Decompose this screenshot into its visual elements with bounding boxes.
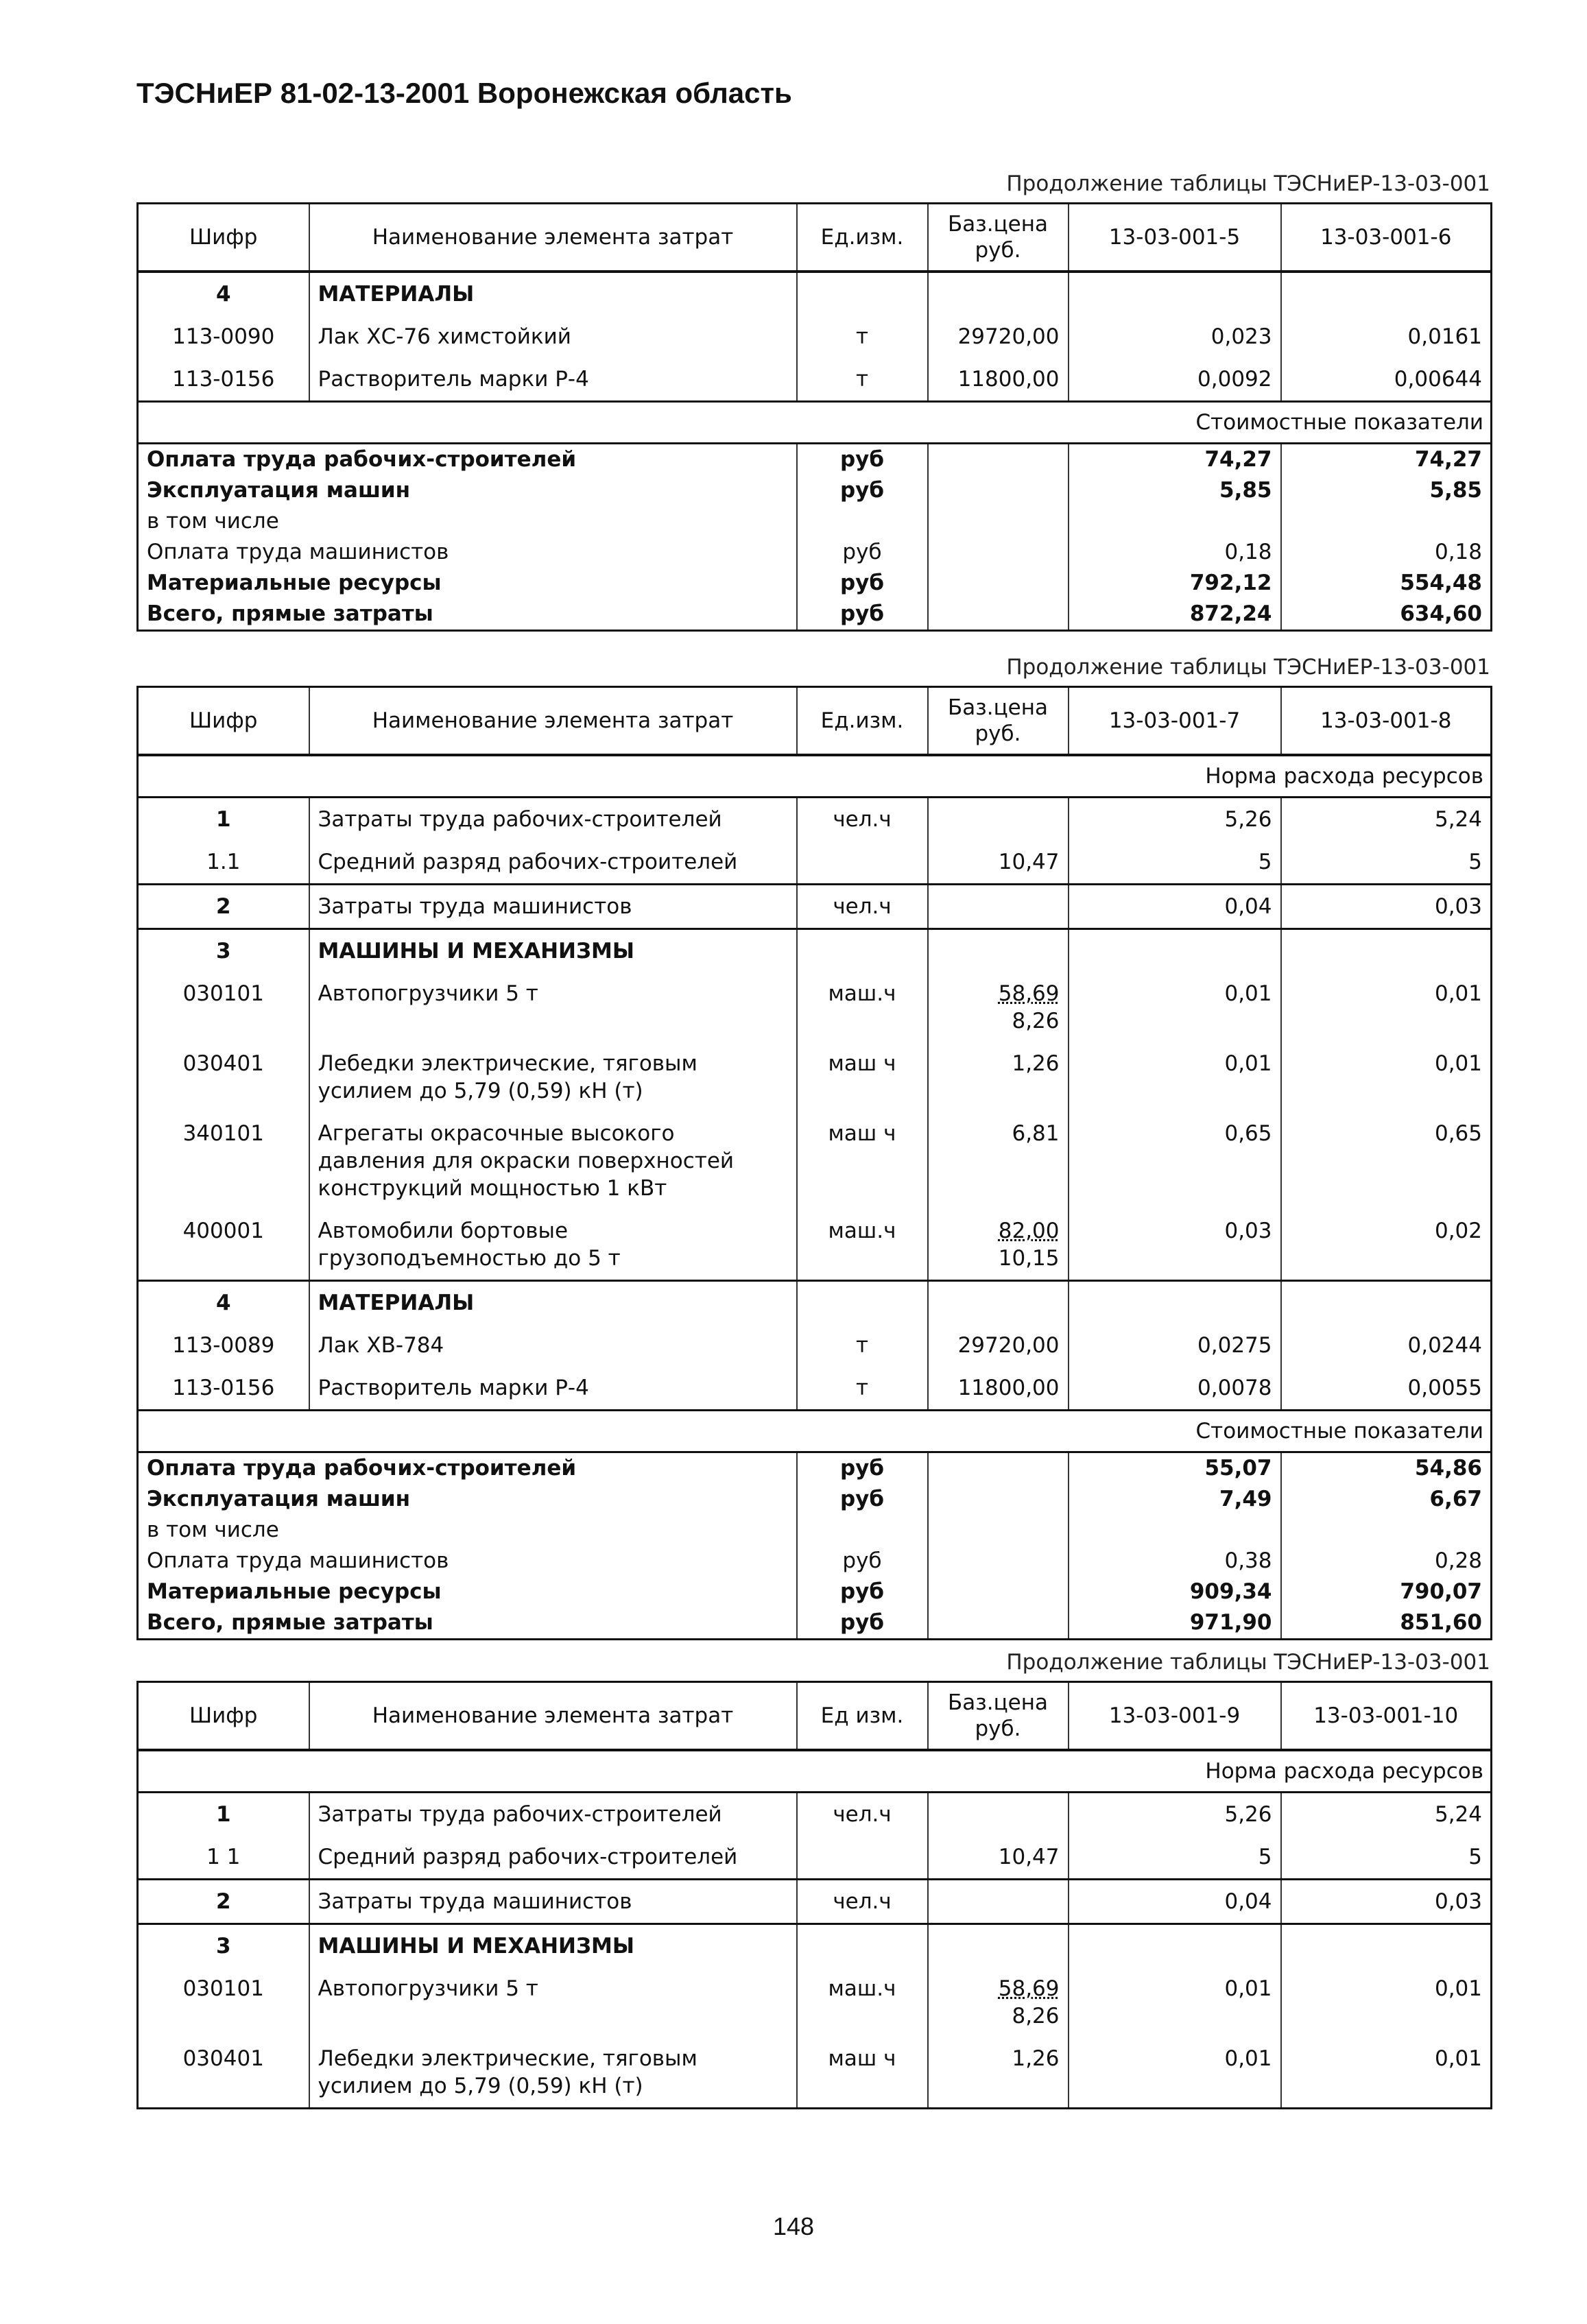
- column-header: Баз.цена руб.: [928, 687, 1069, 756]
- table-row: [138, 1367, 1492, 1411]
- value-cell: 0,0161: [1281, 315, 1492, 358]
- value-cell: [1069, 506, 1281, 537]
- cost-label: Оплата труда машинистов: [138, 1546, 797, 1577]
- unit-cell: маш.ч: [797, 1967, 928, 2037]
- price-cell: [928, 885, 1069, 929]
- value-cell: [1281, 1281, 1492, 1325]
- name-cell: Агрегаты окрасочные высокого давления для окраски поверхностей конструкций мощностью 1 кВт: [309, 1112, 797, 1210]
- unit-cell: руб: [797, 1452, 928, 1485]
- value-cell: 0,65: [1069, 1112, 1281, 1210]
- table-row: [138, 1836, 1492, 1880]
- unit-cell: руб: [797, 1546, 928, 1577]
- name-cell: Автопогрузчики 5 т: [309, 1967, 797, 2037]
- table-header-row: [138, 1682, 1492, 1751]
- name-cell: МАТЕРИАЛЫ: [309, 1281, 797, 1325]
- value-cell: 5,24: [1281, 1793, 1492, 1836]
- unit-cell: т: [797, 315, 928, 358]
- unit-cell: [797, 272, 928, 315]
- value-cell: 0,65: [1281, 1112, 1492, 1210]
- code-cell: 1.1: [138, 841, 309, 885]
- price-cell: [928, 1607, 1069, 1640]
- column-header: 13-03-001-8: [1281, 687, 1492, 756]
- value-cell: [1281, 1515, 1492, 1546]
- table-caption: Продолжение таблицы ТЭСНиЕР-13-03-001: [1006, 171, 1490, 196]
- unit-cell: чел.ч: [797, 885, 928, 929]
- cost-row: [138, 599, 1492, 631]
- name-cell: Средний разряд рабочих-строителей: [309, 841, 797, 885]
- name-cell: Затраты труда машинистов: [309, 885, 797, 929]
- unit-cell: [797, 1281, 928, 1325]
- name-cell: Затраты труда машинистов: [309, 1880, 797, 1924]
- code-cell: 1: [138, 1793, 309, 1836]
- price-cell: [928, 1967, 1069, 2037]
- unit-cell: руб: [797, 444, 928, 476]
- table-row: [138, 315, 1492, 358]
- section-row: [138, 1281, 1492, 1325]
- value-cell: 0,01: [1281, 2037, 1492, 2109]
- name-cell: Автопогрузчики 5 т: [309, 972, 797, 1042]
- code-cell: 1: [138, 798, 309, 841]
- price-cell: [928, 1484, 1069, 1515]
- code-cell: 340101: [138, 1112, 309, 1210]
- norms-table: [136, 202, 1492, 632]
- section-row: [138, 929, 1492, 973]
- value-cell: 5: [1281, 841, 1492, 885]
- name-cell: Лак ХВ-784: [309, 1324, 797, 1367]
- price-cell: [928, 1515, 1069, 1546]
- price-cell: 11800,00: [928, 1367, 1069, 1411]
- unit-cell: [797, 929, 928, 973]
- table-header-row: [138, 687, 1492, 756]
- unit-cell: руб: [797, 1484, 928, 1515]
- band-label: Стоимостные показатели: [138, 1411, 1492, 1452]
- value-cell: 0,00644: [1281, 358, 1492, 402]
- value-cell: 0,18: [1069, 537, 1281, 568]
- price-cell: 29720,00: [928, 315, 1069, 358]
- price-cell: [928, 444, 1069, 476]
- unit-cell: [797, 1836, 928, 1880]
- table-row: [138, 1210, 1492, 1281]
- value-cell: 0,01: [1281, 1967, 1492, 2037]
- value-cell: [1281, 1924, 1492, 1968]
- value-cell: 5: [1281, 1836, 1492, 1880]
- cost-label: в том числе: [138, 506, 797, 537]
- unit-cell: руб: [797, 537, 928, 568]
- table-row: [138, 1112, 1492, 1210]
- unit-cell: т: [797, 1367, 928, 1411]
- table-row: [138, 841, 1492, 885]
- value-cell: 634,60: [1281, 599, 1492, 631]
- column-header: Наименование элемента затрат: [309, 1682, 797, 1751]
- price-cell: 1,26: [928, 1042, 1069, 1112]
- value-cell: 5,26: [1069, 1793, 1281, 1836]
- unit-cell: маш ч: [797, 1112, 928, 1210]
- name-cell: МАТЕРИАЛЫ: [309, 272, 797, 315]
- unit-cell: [797, 1924, 928, 1968]
- price-value: 58,69: [998, 981, 1060, 1006]
- band-label: Норма расхода ресурсов: [138, 755, 1492, 798]
- value-cell: [1069, 1924, 1281, 1968]
- norms-table: [136, 686, 1492, 1640]
- code-cell: 030401: [138, 1042, 309, 1112]
- table-header-row: [138, 204, 1492, 272]
- code-cell: 4: [138, 272, 309, 315]
- cost-row: [138, 1515, 1492, 1546]
- value-cell: 872,24: [1069, 599, 1281, 631]
- value-cell: 0,04: [1069, 1880, 1281, 1924]
- name-cell: Затраты труда рабочих-строителей: [309, 798, 797, 841]
- value-cell: 0,38: [1069, 1546, 1281, 1577]
- value-cell: 971,90: [1069, 1607, 1281, 1640]
- unit-cell: т: [797, 358, 928, 402]
- price-cell: [928, 1452, 1069, 1485]
- value-cell: 0,023: [1069, 315, 1281, 358]
- value-cell: 74,27: [1281, 444, 1492, 476]
- code-cell: 030101: [138, 1967, 309, 2037]
- price-cell: [928, 272, 1069, 315]
- price-cell: [928, 798, 1069, 841]
- cost-row: [138, 568, 1492, 599]
- cost-row: [138, 1484, 1492, 1515]
- value-cell: 0,01: [1069, 2037, 1281, 2109]
- table-caption: Продолжение таблицы ТЭСНиЕР-13-03-001: [1006, 1650, 1490, 1675]
- price-value: 82,00: [998, 1219, 1060, 1243]
- table-row: [138, 798, 1492, 841]
- code-cell: 400001: [138, 1210, 309, 1281]
- price-cell: 1,26: [928, 2037, 1069, 2109]
- section-band-row: [138, 1750, 1492, 1793]
- price-cell: 10,47: [928, 1836, 1069, 1880]
- value-cell: 0,01: [1069, 1967, 1281, 2037]
- name-cell: Лак ХС-76 химстойкий: [309, 315, 797, 358]
- table-row: [138, 1793, 1492, 1836]
- unit-cell: маш ч: [797, 1042, 928, 1112]
- unit-cell: [797, 1515, 928, 1546]
- column-header: 13-03-001-6: [1281, 204, 1492, 272]
- value-cell: 792,12: [1069, 568, 1281, 599]
- value-cell: 0,04: [1069, 885, 1281, 929]
- code-cell: 113-0156: [138, 358, 309, 402]
- table-row: [138, 972, 1492, 1042]
- column-header: Шифр: [138, 687, 309, 756]
- name-cell: Лебедки электрические, тяговым усилием до 5,79 (0,59) кН (т): [309, 1042, 797, 1112]
- cost-row: [138, 1607, 1492, 1640]
- value-cell: 0,03: [1281, 885, 1492, 929]
- value-cell: 0,0078: [1069, 1367, 1281, 1411]
- name-cell: Автомобили бортовые грузоподъемностью до 5 т: [309, 1210, 797, 1281]
- section-row: [138, 272, 1492, 315]
- cost-row: [138, 475, 1492, 506]
- table-row: [138, 1880, 1492, 1924]
- price-cell: [928, 1793, 1069, 1836]
- value-cell: [1069, 929, 1281, 973]
- name-cell: Средний разряд рабочих-строителей: [309, 1836, 797, 1880]
- value-cell: [1069, 1515, 1281, 1546]
- value-cell: [1069, 1281, 1281, 1325]
- value-cell: 0,01: [1069, 1042, 1281, 1112]
- unit-cell: руб: [797, 599, 928, 631]
- table-row: [138, 2037, 1492, 2109]
- section-band-row: [138, 755, 1492, 798]
- unit-cell: [797, 506, 928, 537]
- cost-row: [138, 537, 1492, 568]
- value-cell: 0,03: [1069, 1210, 1281, 1281]
- column-header: Ед.изм.: [797, 687, 928, 756]
- table-caption: Продолжение таблицы ТЭСНиЕР-13-03-001: [1006, 655, 1490, 680]
- cost-row: [138, 1452, 1492, 1485]
- unit-cell: [797, 841, 928, 885]
- code-cell: 113-0090: [138, 315, 309, 358]
- table-row: [138, 358, 1492, 402]
- table-row: [138, 1042, 1492, 1112]
- value-cell: 6,67: [1281, 1484, 1492, 1515]
- value-cell: 5,85: [1069, 475, 1281, 506]
- value-cell: 0,0092: [1069, 358, 1281, 402]
- value-cell: 55,07: [1069, 1452, 1281, 1485]
- column-header: Шифр: [138, 1682, 309, 1751]
- cost-row: [138, 444, 1492, 476]
- value-cell: 851,60: [1281, 1607, 1492, 1640]
- column-header: Шифр: [138, 204, 309, 272]
- value-cell: 909,34: [1069, 1577, 1281, 1607]
- value-cell: 0,0275: [1069, 1324, 1281, 1367]
- name-cell: МАШИНЫ И МЕХАНИЗМЫ: [309, 929, 797, 973]
- column-header: Ед изм.: [797, 1682, 928, 1751]
- value-cell: 0,0244: [1281, 1324, 1492, 1367]
- cost-label: в том числе: [138, 1515, 797, 1546]
- code-cell: 4: [138, 1281, 309, 1325]
- code-cell: 1 1: [138, 1836, 309, 1880]
- value-cell: 0,01: [1069, 972, 1281, 1042]
- name-cell: Растворитель марки Р-4: [309, 1367, 797, 1411]
- code-cell: 3: [138, 1924, 309, 1968]
- unit-cell: руб: [797, 568, 928, 599]
- price-cell: [928, 506, 1069, 537]
- cost-label: Оплата труда рабочих-строителей: [138, 1452, 797, 1485]
- table-row: [138, 1967, 1492, 2037]
- unit-cell: маш ч: [797, 2037, 928, 2109]
- unit-cell: руб: [797, 1577, 928, 1607]
- price-cell: 29720,00: [928, 1324, 1069, 1367]
- price-cell: [928, 1210, 1069, 1281]
- value-cell: [1281, 506, 1492, 537]
- cost-label: Эксплуатация машин: [138, 475, 797, 506]
- unit-cell: т: [797, 1324, 928, 1367]
- value-cell: 0,03: [1281, 1880, 1492, 1924]
- price-value: 58,69: [998, 1976, 1060, 2001]
- unit-cell: чел.ч: [797, 1793, 928, 1836]
- name-cell: Затраты труда рабочих-строителей: [309, 1793, 797, 1836]
- cost-row: [138, 506, 1492, 537]
- column-header: 13-03-001-9: [1069, 1682, 1281, 1751]
- unit-cell: маш.ч: [797, 1210, 928, 1281]
- value-cell: 7,49: [1069, 1484, 1281, 1515]
- price-secondary-value: 8,26: [1012, 1009, 1060, 1033]
- value-cell: [1281, 929, 1492, 973]
- table-row: [138, 1324, 1492, 1367]
- unit-cell: руб: [797, 475, 928, 506]
- column-header: Баз.цена руб.: [928, 204, 1069, 272]
- price-secondary-value: 8,26: [1012, 2004, 1060, 2028]
- code-cell: 030101: [138, 972, 309, 1042]
- value-cell: 790,07: [1281, 1577, 1492, 1607]
- name-cell: Лебедки электрические, тяговым усилием до 5,79 (0,59) кН (т): [309, 2037, 797, 2109]
- norms-table: [136, 1681, 1492, 2109]
- price-cell: [928, 1546, 1069, 1577]
- column-header: Наименование элемента затрат: [309, 687, 797, 756]
- value-cell: [1281, 272, 1492, 315]
- value-cell: 0,01: [1281, 1042, 1492, 1112]
- cost-label: Эксплуатация машин: [138, 1484, 797, 1515]
- price-cell: [928, 1880, 1069, 1924]
- cost-row: [138, 1546, 1492, 1577]
- code-cell: 3: [138, 929, 309, 973]
- name-cell: МАШИНЫ И МЕХАНИЗМЫ: [309, 1924, 797, 1968]
- section-band-row: [138, 402, 1492, 444]
- price-cell: [928, 1924, 1069, 1968]
- value-cell: [1069, 272, 1281, 315]
- table-row: [138, 885, 1492, 929]
- column-header: Баз.цена руб.: [928, 1682, 1069, 1751]
- cost-label: Материальные ресурсы: [138, 1577, 797, 1607]
- code-cell: 113-0089: [138, 1324, 309, 1367]
- unit-cell: чел.ч: [797, 1880, 928, 1924]
- value-cell: 0,28: [1281, 1546, 1492, 1577]
- name-cell: Растворитель марки Р-4: [309, 358, 797, 402]
- cost-label: Оплата труда рабочих-строителей: [138, 444, 797, 476]
- price-cell: 6,81: [928, 1112, 1069, 1210]
- value-cell: 0,18: [1281, 537, 1492, 568]
- cost-label: Всего, прямые затраты: [138, 599, 797, 631]
- unit-cell: чел.ч: [797, 798, 928, 841]
- unit-cell: руб: [797, 1607, 928, 1640]
- value-cell: 74,27: [1069, 444, 1281, 476]
- value-cell: 5: [1069, 841, 1281, 885]
- value-cell: 5,85: [1281, 475, 1492, 506]
- value-cell: 0,0055: [1281, 1367, 1492, 1411]
- price-secondary-value: 10,15: [998, 1246, 1060, 1271]
- code-cell: 2: [138, 885, 309, 929]
- value-cell: 54,86: [1281, 1452, 1492, 1485]
- cost-row: [138, 1577, 1492, 1607]
- cost-label: Всего, прямые затраты: [138, 1607, 797, 1640]
- value-cell: 5,24: [1281, 798, 1492, 841]
- value-cell: 554,48: [1281, 568, 1492, 599]
- price-cell: [928, 475, 1069, 506]
- column-header: Наименование элемента затрат: [309, 204, 797, 272]
- code-cell: 2: [138, 1880, 309, 1924]
- cost-label: Оплата труда машинистов: [138, 537, 797, 568]
- column-header: 13-03-001-5: [1069, 204, 1281, 272]
- page-number: 148: [772, 2212, 815, 2240]
- price-cell: [928, 537, 1069, 568]
- price-cell: [928, 1577, 1069, 1607]
- price-cell: [928, 568, 1069, 599]
- value-cell: 0,02: [1281, 1210, 1492, 1281]
- unit-cell: маш.ч: [797, 972, 928, 1042]
- price-cell: [928, 599, 1069, 631]
- column-header: 13-03-001-7: [1069, 687, 1281, 756]
- code-cell: 030401: [138, 2037, 309, 2109]
- section-band-row: [138, 1411, 1492, 1452]
- band-label: Стоимостные показатели: [138, 402, 1492, 444]
- price-cell: 11800,00: [928, 358, 1069, 402]
- section-row: [138, 1924, 1492, 1968]
- code-cell: 113-0156: [138, 1367, 309, 1411]
- price-cell: [928, 929, 1069, 973]
- value-cell: 5: [1069, 1836, 1281, 1880]
- value-cell: 0,01: [1281, 972, 1492, 1042]
- price-cell: 10,47: [928, 841, 1069, 885]
- band-label: Норма расхода ресурсов: [138, 1750, 1492, 1793]
- document-title: ТЭСНиЕР 81-02-13-2001 Воронежская область: [136, 77, 792, 109]
- price-cell: [928, 1281, 1069, 1325]
- column-header: 13-03-001-10: [1281, 1682, 1492, 1751]
- cost-label: Материальные ресурсы: [138, 568, 797, 599]
- value-cell: 5,26: [1069, 798, 1281, 841]
- column-header: Ед.изм.: [797, 204, 928, 272]
- price-cell: [928, 972, 1069, 1042]
